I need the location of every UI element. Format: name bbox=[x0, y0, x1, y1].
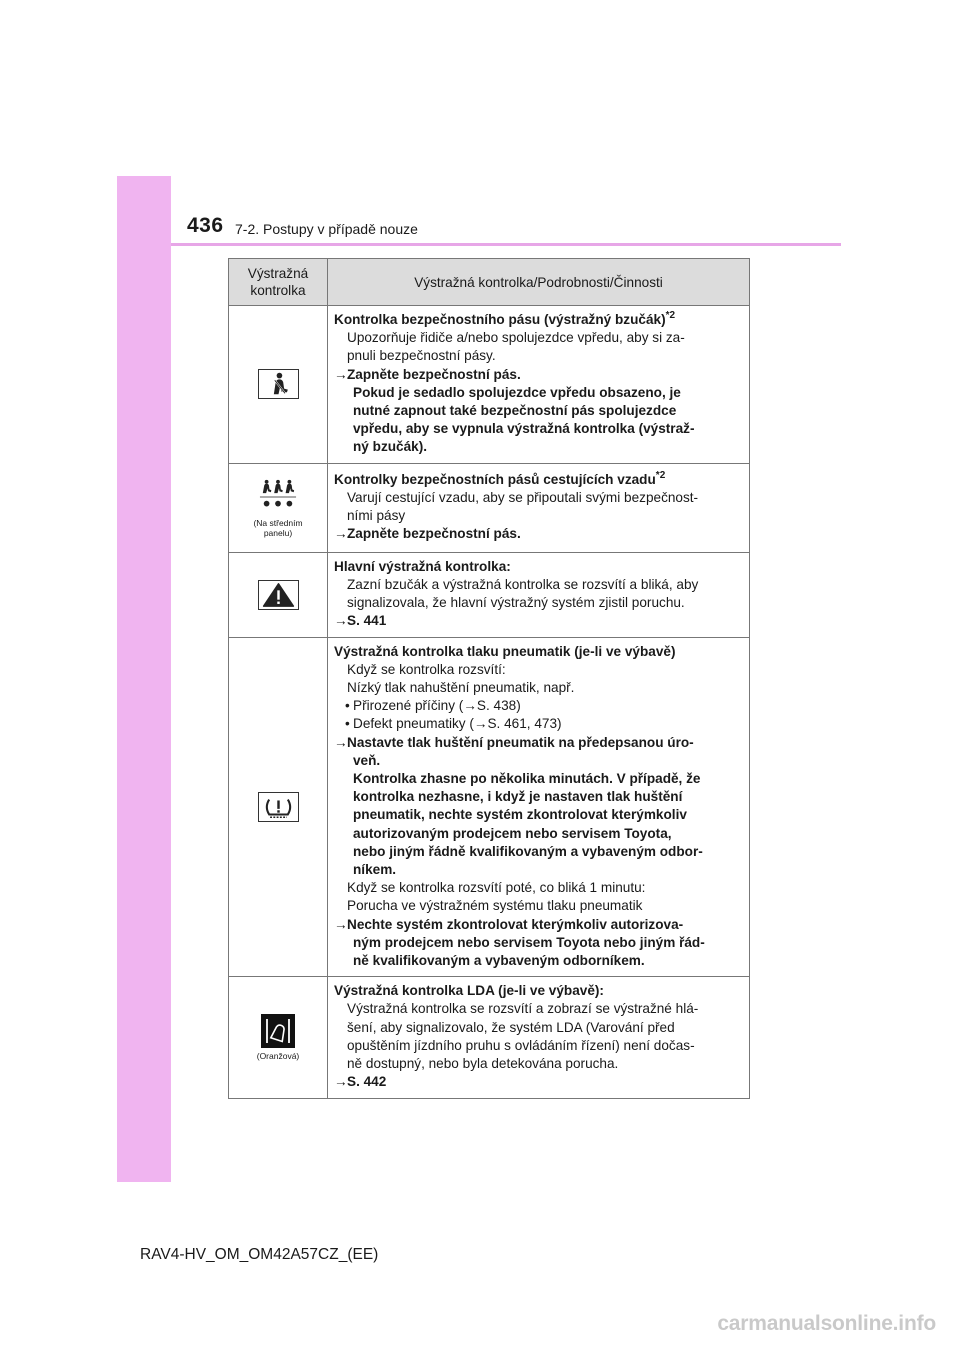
action-line bbox=[334, 366, 745, 384]
detail-line: ními pásy bbox=[347, 508, 406, 524]
header-divider bbox=[171, 243, 841, 246]
action-text: Zapněte bezpečnostní pás. bbox=[347, 366, 521, 382]
table-row bbox=[229, 463, 750, 552]
chapter-sidebar-tab bbox=[117, 176, 171, 1182]
warning-details-cell bbox=[328, 306, 750, 464]
warning-light-cell bbox=[229, 463, 328, 552]
detail-line: Výstražná kontrolka se rozsvítí a zobrazí se výstražné hlá- bbox=[347, 1001, 699, 1017]
column-header-light: Výstražná kontrolka bbox=[229, 259, 328, 306]
rear-seatbelt-warning-icon bbox=[257, 477, 299, 515]
detail-line: Upozorňuje řidiče a/nebo spolujezdce vpředu, aby si za- bbox=[347, 330, 685, 346]
table-row bbox=[229, 306, 750, 464]
watermark: carmanualsonline.info bbox=[717, 1312, 936, 1335]
detail-line-bold: nutné zapnout také bezpečnostní pás spolujezdce bbox=[353, 403, 677, 419]
action-text: Nechte systém zkontrolovat kterýmkoliv autorizova- bbox=[347, 916, 684, 932]
warning-light-cell bbox=[229, 977, 328, 1098]
detail-line-bold: autorizovaným prodejcem nebo servisem Toyota, bbox=[353, 825, 672, 841]
table-header-row bbox=[229, 259, 750, 306]
detail-line-bold: kontrolka nezhasne, i když je nastaven tlak huštění bbox=[353, 789, 683, 805]
detail-line: Když se kontrolka rozsvítí: bbox=[347, 661, 506, 677]
page-number: 436 bbox=[187, 214, 224, 237]
warning-title bbox=[334, 982, 745, 1000]
warning-title-text: Kontrolka bezpečnostního pásu (výstražný bzučák) bbox=[334, 312, 666, 327]
warning-details-cell bbox=[328, 637, 750, 977]
footnote-marker: *2 bbox=[665, 310, 676, 321]
bullet-text: Defekt pneumatiky (→S. 461, 473) bbox=[353, 716, 562, 732]
detail-line-bold: ně kvalifikovaným a vybaveným odborníkem. bbox=[353, 953, 645, 969]
warning-light-cell bbox=[229, 552, 328, 637]
arrow-right-icon: → bbox=[334, 916, 348, 932]
detail-line: signalizovala, že hlavní výstražný systém zjistil poruchu. bbox=[347, 595, 685, 611]
warning-title-text: Výstražná kontrolka LDA (je-li ve výbavě): bbox=[334, 983, 604, 999]
warning-details-cell bbox=[328, 552, 750, 637]
bullet-item bbox=[334, 715, 745, 733]
footnote-marker: *2 bbox=[655, 469, 666, 481]
warning-light-cell bbox=[229, 306, 328, 464]
table-row bbox=[229, 637, 750, 977]
column-header-details: Výstražná kontrolka/Podrobnosti/Činnosti bbox=[328, 259, 750, 306]
warning-title bbox=[334, 643, 745, 661]
arrow-right-icon: → bbox=[334, 734, 348, 750]
detail-line-bold: nebo jiným řádně kvalifikovaným a vybaveným odbor- bbox=[353, 843, 703, 859]
detail-line: Varují cestující vzadu, aby se připoutali svými bezpečnost- bbox=[347, 489, 699, 505]
bullet-text: Přirozené příčiny (→S. 438) bbox=[353, 698, 521, 714]
master-warning-triangle-icon bbox=[258, 580, 299, 610]
arrow-right-icon: → bbox=[334, 526, 348, 542]
arrow-right-icon: → bbox=[334, 366, 348, 382]
detail-line-bold: níkem. bbox=[353, 862, 397, 878]
action-text: S. 442 bbox=[347, 1074, 387, 1090]
action-line bbox=[334, 612, 745, 630]
action-text: Zapněte bezpečnostní pás. bbox=[347, 526, 521, 542]
icon-caption: (Oranžová) bbox=[256, 1050, 300, 1061]
warning-title bbox=[334, 558, 745, 576]
lda-lane-departure-icon bbox=[261, 1014, 295, 1048]
detail-line-bold: Kontrolka zhasne po několika minutách. V případě, že bbox=[353, 771, 701, 787]
detail-line: Zazní bzučák a výstražná kontrolka se rozsvítí a bliká, aby bbox=[347, 576, 699, 592]
detail-line: opuštěním jízdního pruhu s ovládáním řízení) není dočas- bbox=[347, 1037, 695, 1053]
detail-line: Když se kontrolka rozsvítí poté, co bliká 1 minutu: bbox=[347, 880, 646, 896]
detail-line-bold: vpředu, aby se vypnula výstražná kontrolka (výstraž- bbox=[353, 421, 695, 437]
detail-line: Nízký tlak nahuštění pneumatik, např. bbox=[347, 680, 575, 696]
detail-line-bold: pneumatik, nechte systém zkontrolovat kterýmkoliv bbox=[353, 807, 687, 823]
warning-title-text: Hlavní výstražná kontrolka: bbox=[334, 558, 511, 574]
arrow-right-icon: → bbox=[334, 1074, 348, 1090]
detail-line-bold: ný bzučák). bbox=[353, 439, 428, 455]
detail-line: pnuli bezpečnostní pásy. bbox=[347, 348, 496, 364]
detail-line: šení, aby signalizovalo, že systém LDA (Varování před bbox=[347, 1019, 675, 1035]
action-line bbox=[334, 525, 745, 543]
bullet-dot-icon: • bbox=[345, 716, 350, 732]
warning-lights-table bbox=[228, 258, 750, 1099]
warning-title bbox=[334, 471, 745, 489]
detail-line-bold: veň. bbox=[353, 752, 381, 768]
bullet-item bbox=[334, 697, 745, 715]
action-text: S. 441 bbox=[347, 613, 387, 629]
warning-light-cell bbox=[229, 637, 328, 977]
detail-line-bold: ným prodejcem nebo servisem Toyota nebo jiným řád- bbox=[353, 934, 705, 950]
warning-details-cell bbox=[328, 977, 750, 1098]
action-line bbox=[334, 1073, 745, 1091]
warning-title-text: Výstražná kontrolka tlaku pneumatik (je-li ve výbavě) bbox=[334, 643, 676, 659]
warning-title-text: Kontrolky bezpečnostních pásů cestujících vzadu bbox=[334, 471, 656, 487]
detail-line: ně dostupný, nebo byla detekována porucha. bbox=[347, 1056, 619, 1072]
action-text: Nastavte tlak huštění pneumatik na předepsanou úro- bbox=[347, 734, 694, 750]
action-line bbox=[334, 734, 745, 752]
bullet-dot-icon: • bbox=[345, 698, 350, 714]
table-row bbox=[229, 977, 750, 1098]
action-line bbox=[334, 916, 745, 934]
warning-details-cell bbox=[328, 463, 750, 552]
warning-title bbox=[334, 311, 745, 329]
detail-line: Porucha ve výstražném systému tlaku pneumatik bbox=[347, 898, 643, 914]
tire-pressure-warning-icon bbox=[258, 792, 299, 822]
icon-caption: (Na středním panelu) bbox=[253, 518, 303, 539]
section-title: 7-2. Postupy v případě nouze bbox=[235, 221, 418, 237]
seatbelt-warning-icon bbox=[258, 369, 299, 399]
arrow-right-icon: → bbox=[334, 613, 348, 629]
detail-line-bold: Pokud je sedadlo spolujezdce vpředu obsazeno, je bbox=[353, 384, 681, 400]
document-code: RAV4-HV_OM_OM42A57CZ_(EE) bbox=[140, 1246, 379, 1263]
table-row bbox=[229, 552, 750, 637]
